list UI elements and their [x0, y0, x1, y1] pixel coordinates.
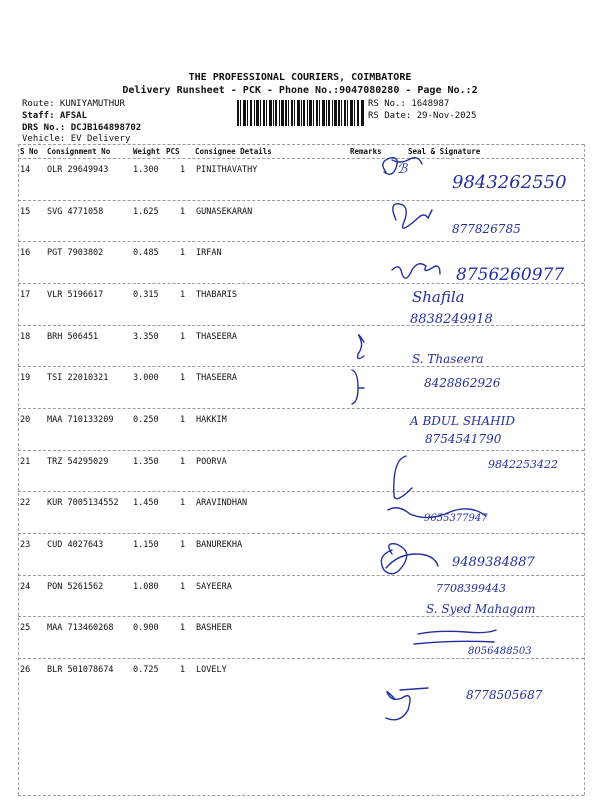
row-sno: 15	[20, 207, 31, 217]
route-label: Route: KUNIYAMUTHUR	[22, 99, 125, 109]
col-consignment: Consignment No	[47, 147, 111, 156]
row-pcs: 1	[180, 290, 186, 300]
row-sno: 16	[20, 248, 31, 258]
phone-25: 8056488503	[468, 646, 532, 657]
row-weight: 0.315	[133, 290, 159, 300]
row-pcs: 1	[180, 582, 186, 592]
row-weight: 0.485	[133, 248, 159, 258]
row-sno: 23	[20, 540, 31, 550]
phone-19: 8428862926	[424, 376, 501, 390]
name-24: S. Syed Mahagam	[426, 602, 536, 616]
row-sno: 21	[20, 457, 31, 467]
row-weight: 1.350	[133, 457, 159, 467]
row-weight: 3.350	[133, 332, 159, 342]
row-weight: 0.725	[133, 665, 159, 675]
vehicle-label: Vehicle: EV Delivery	[22, 134, 131, 144]
row-consignment: BRH 506451	[47, 332, 99, 342]
signature-14: ℬ	[397, 162, 408, 177]
col-sno: S No	[20, 147, 39, 156]
col-consignee: Consignee Details	[195, 147, 272, 156]
row-consignee: GUNASEKARAN	[196, 207, 253, 217]
row-pcs: 1	[180, 248, 186, 258]
row-consignee: HAKKIM	[196, 415, 227, 425]
name-17: Shafila	[412, 288, 465, 306]
col-seal-signature: Seal & Signature	[408, 147, 481, 156]
row-consignment: TSI 22010321	[47, 373, 109, 383]
row-weight: 0.900	[133, 623, 159, 633]
row-consignment: BLR 501078674	[47, 665, 114, 675]
row-consignment: KUR 7005134552	[47, 498, 119, 508]
row-consignment: VLR 5196617	[47, 290, 104, 300]
row-consignee: THASEERA	[196, 332, 237, 342]
row-consignment: OLR 29649943	[47, 165, 109, 175]
phone-16: 8756260977	[456, 265, 565, 285]
row-consignment: MAA 713460268	[47, 623, 114, 633]
company-title: THE PROFESSIONAL COURIERS, COIMBATORE	[188, 72, 412, 83]
row-consignment: SVG 4771058	[47, 207, 104, 217]
name-20: A BDUL SHAHID	[410, 414, 515, 428]
row-consignee: ARAVINDHAN	[196, 498, 248, 508]
row-pcs: 1	[180, 373, 186, 383]
row-consignee: THABARIS	[196, 290, 237, 300]
row-pcs: 1	[180, 498, 186, 508]
table-top-rule	[18, 144, 584, 145]
row-sno: 19	[20, 373, 31, 383]
row-sno: 20	[20, 415, 31, 425]
row-consignment: TRZ 54295029	[47, 457, 109, 467]
col-weight: Weight	[133, 147, 161, 156]
row-weight: 1.450	[133, 498, 159, 508]
row-weight: 1.300	[133, 165, 159, 175]
row-pcs: 1	[180, 332, 186, 342]
row-consignment: PON 5261562	[47, 582, 104, 592]
row-consignee: IRFAN	[196, 248, 222, 258]
row-consignee: BANUREKHA	[196, 540, 243, 550]
drs-number: DRS No.: DCJB164898702	[22, 123, 142, 133]
row-consignee: SAYEERA	[196, 582, 232, 592]
row-consignment: CUD 4027643	[47, 540, 104, 550]
runsheet-subtitle: Delivery Runsheet - PCK - Phone No.:9047080280 - Page No.:2	[122, 85, 478, 96]
barcode	[237, 100, 364, 126]
row-sno: 22	[20, 498, 31, 508]
staff-label: Staff: AFSAL	[22, 111, 88, 121]
phone-22: 9655377947	[424, 513, 488, 524]
row-weight: 1.080	[133, 582, 159, 592]
name-19: S. Thaseera	[412, 352, 484, 366]
phone-15: 877826785	[452, 222, 521, 236]
row-weight: 1.625	[133, 207, 159, 217]
row-consignee: BASHEER	[196, 623, 232, 633]
phone-24: 7708399443	[436, 582, 506, 595]
row-weight: 3.000	[133, 373, 159, 383]
row-sno: 25	[20, 623, 31, 633]
row-pcs: 1	[180, 623, 186, 633]
phone-21: 9842253422	[488, 458, 558, 471]
row-sno: 18	[20, 332, 31, 342]
row-consignment: MAA 710133209	[47, 415, 114, 425]
row-sno: 14	[20, 165, 31, 175]
phone-17: 8838249918	[410, 312, 493, 327]
row-pcs: 1	[180, 540, 186, 550]
phone-20: 8754541790	[425, 432, 502, 446]
phone-23: 9489384887	[452, 555, 535, 570]
row-sno: 24	[20, 582, 31, 592]
row-weight: 0.250	[133, 415, 159, 425]
row-consignee: LOVELY	[196, 665, 227, 675]
row-sno: 26	[20, 665, 31, 675]
rs-number: RS No.: 1648987	[368, 99, 450, 109]
row-consignment: PGT 7903802	[47, 248, 104, 258]
row-pcs: 1	[180, 665, 186, 675]
row-pcs: 1	[180, 165, 186, 175]
phone-14: 9843262550	[452, 172, 567, 193]
row-consignee: THASEERA	[196, 373, 237, 383]
phone-26: 8778505687	[466, 688, 543, 702]
row-pcs: 1	[180, 207, 186, 217]
row-consignee: POORVA	[196, 457, 227, 467]
row-sno: 17	[20, 290, 31, 300]
row-pcs: 1	[180, 457, 186, 467]
table-bottom-rule	[18, 795, 584, 796]
row-weight: 1.150	[133, 540, 159, 550]
col-remarks: Remarks	[350, 147, 382, 156]
col-pcs: PCS	[166, 147, 180, 156]
rs-date: RS Date: 29-Nov-2025	[368, 111, 477, 121]
row-consignee: PINITHAVATHY	[196, 165, 258, 175]
row-pcs: 1	[180, 415, 186, 425]
